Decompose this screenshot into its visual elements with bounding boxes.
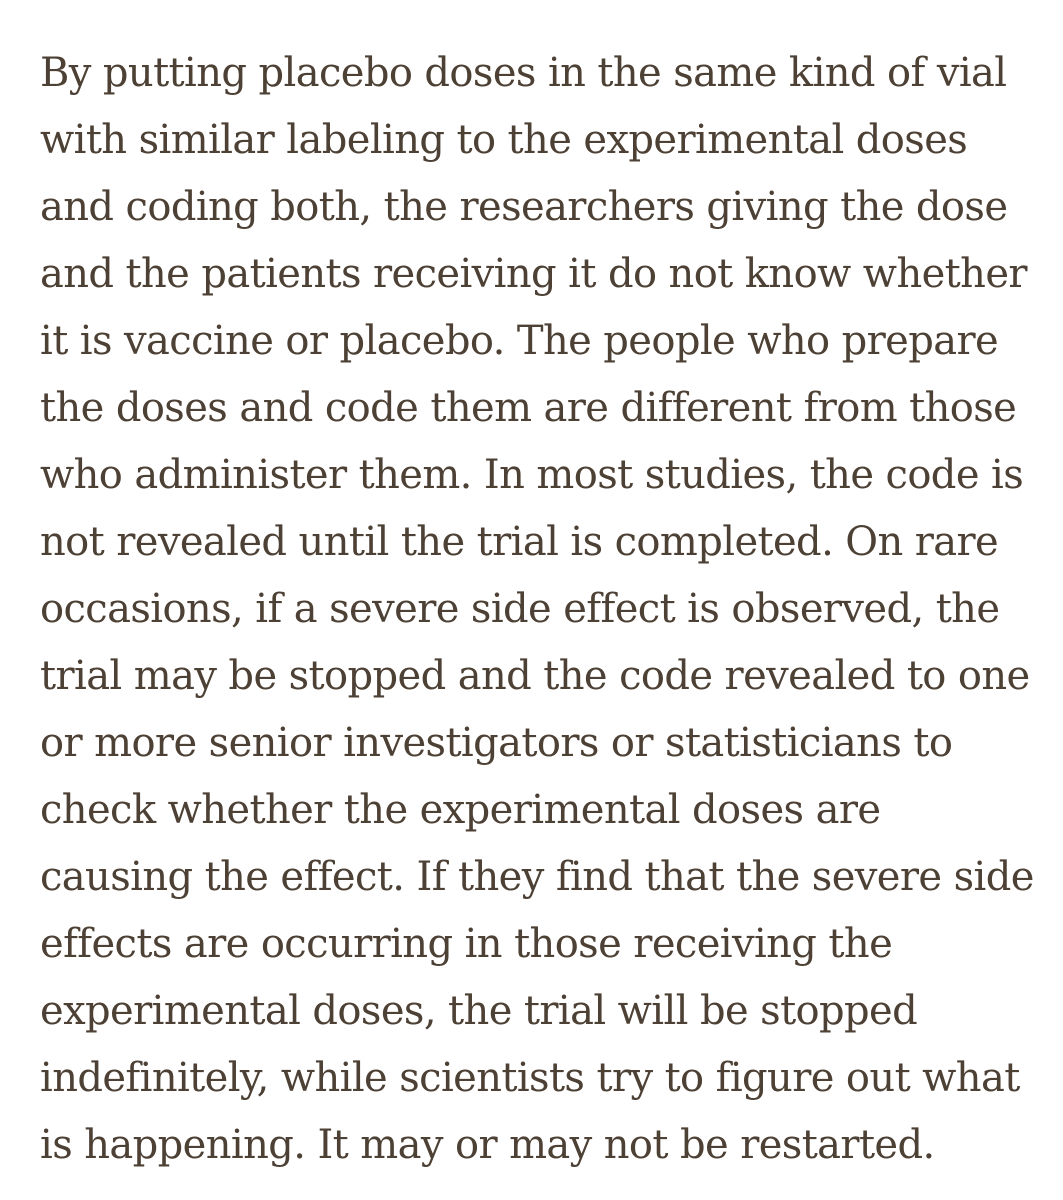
paragraph-line: effects are occurring in those receiving the <box>40 921 893 967</box>
paragraph-line: is happening. It may or may not be restarted. <box>40 1122 935 1168</box>
article-paragraph <box>40 40 1040 1179</box>
paragraph-line: check whether the experimental doses are <box>40 787 881 833</box>
paragraph-line: with similar labeling to the experimental doses <box>40 117 968 163</box>
paragraph-line: occasions, if a severe side effect is observed, the <box>40 586 1000 632</box>
paragraph-line: who administer them. In most studies, the code is <box>40 452 1024 498</box>
paragraph-line: By putting placebo doses in the same kind of vial <box>40 50 1007 96</box>
paragraph-line: indefinitely, while scientists try to figure out what <box>40 1055 1020 1101</box>
paragraph-line: it is vaccine or placebo. The people who prepare <box>40 318 999 364</box>
paragraph-line: the doses and code them are different from those <box>40 385 1017 431</box>
paragraph-line: trial may be stopped and the code revealed to one <box>40 653 1030 699</box>
paragraph-line: and coding both, the researchers giving the dose <box>40 184 1008 230</box>
paragraph-line: not revealed until the trial is completed. On rare <box>40 519 999 565</box>
paragraph-line: experimental doses, the trial will be stopped <box>40 988 918 1034</box>
paragraph-line: and the patients receiving it do not know whether <box>40 251 1027 297</box>
paragraph-line: or more senior investigators or statisticians to <box>40 720 953 766</box>
paragraph-line: causing the effect. If they find that the severe side <box>40 854 1034 900</box>
